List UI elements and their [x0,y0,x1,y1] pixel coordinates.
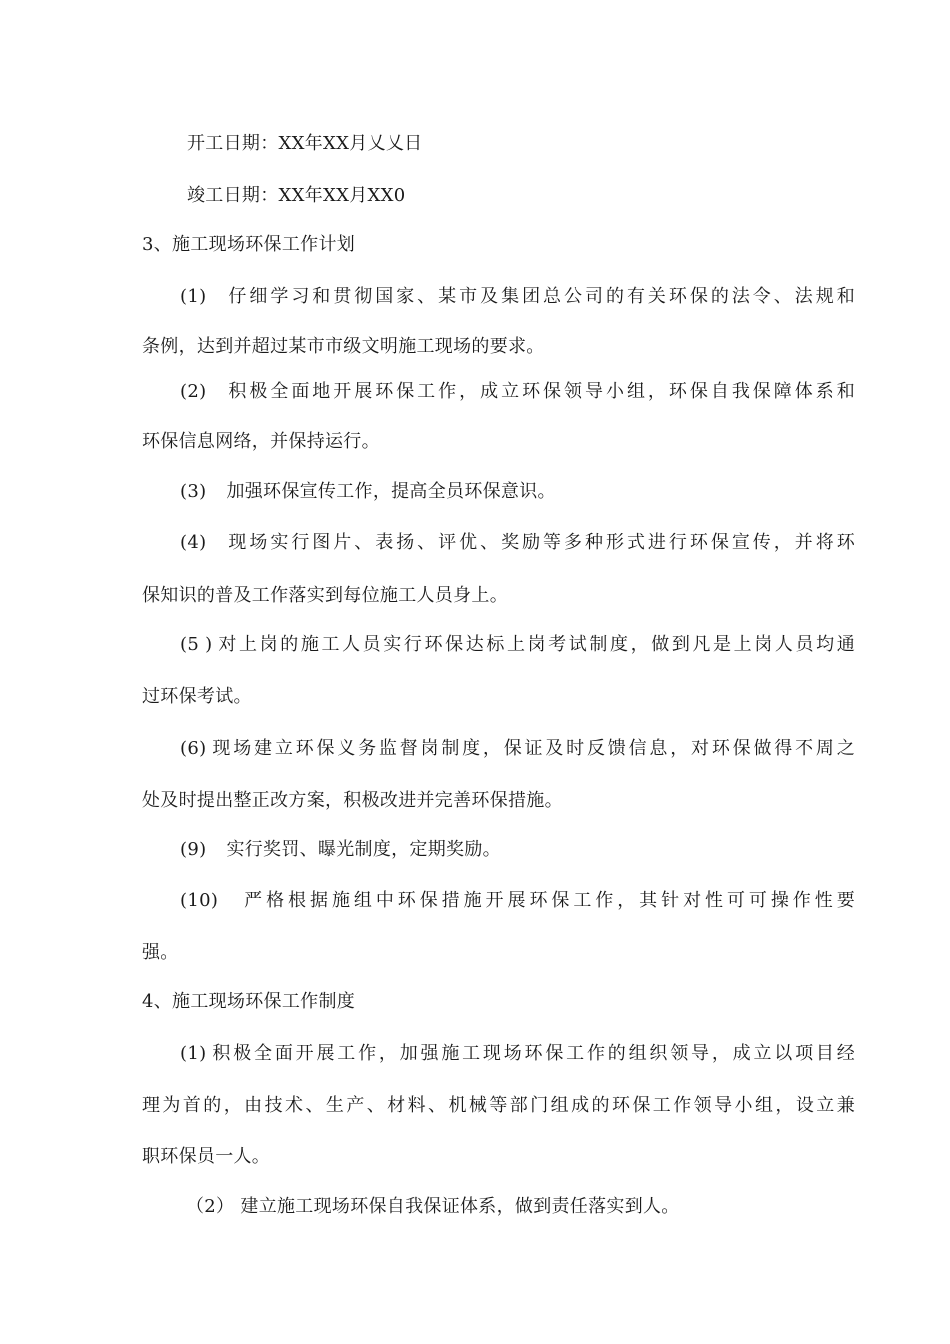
s3-item-6-number: (6) [180,738,207,759]
s3-item-10-line-1 [180,889,855,913]
s4-item-1-line-2: 理为首的，由技术、生产、材料、机械等部门组成的环保工作领导小组，设立兼 [142,1095,855,1116]
s4-item-1-text: 积极全面开展工作，加强施工现场环保工作的组织领导，成立以项目经 [212,1043,855,1064]
s3-item-4-line-2: 保知识的普及工作落实到每位施工人员身上。 [142,585,508,606]
s3-item-5-line-2: 过环保考试。 [142,686,252,707]
start-date: 开工日期：XX年XX月乂乂日 [187,133,423,154]
s4-item-1-line-1 [180,1042,855,1066]
s4-item-2-text: 建立施工现场环保自我保证体系，做到责任落实到人。 [240,1196,680,1217]
s3-item-2-line-2: 环保信息网络，并保持运行。 [142,431,380,452]
s3-item-5-line-1 [180,633,855,657]
s3-item-3 [180,480,556,504]
s4-item-1-line-3: 职环保员一人。 [142,1146,271,1167]
s4-item-2-number: （2） [186,1196,235,1217]
s3-item-5-text: 对上岗的施工人员实行环保达标上岗考试制度，做到凡是上岗人员均通 [218,634,855,655]
s4-item-2 [186,1195,680,1219]
s3-item-2-text: 积极全面地开展环保工作，成立环保领导小组，环保自我保障体系和 [228,381,855,402]
s3-item-9 [180,838,501,862]
s3-item-2-number: (2) [180,381,207,402]
s3-item-1-text: 仔细学习和贯彻国家、某市及集团总公司的有关环保的法令、法规和 [228,286,855,307]
s3-item-1-line-1 [180,285,855,309]
section-4-heading: 4、施工现场环保工作制度 [142,991,356,1012]
s3-item-1-number: (1) [180,286,207,307]
section-3-heading: 3、施工现场环保工作计划 [142,234,356,255]
s3-item-4-number: (4) [180,532,207,553]
s3-item-4-line-1 [180,531,855,555]
s3-item-4-text: 现场实行图片、表扬、评优、奖励等多种形式进行环保宣传，并将环 [228,532,855,553]
s3-item-10-text: 严格根据施组中环保措施开展环保工作，其针对性可可操作性要 [244,890,855,911]
s3-item-3-text: 加强环保宣传工作，提高全员环保意识。 [226,481,556,502]
s3-item-3-number: (3) [180,481,207,502]
s3-item-10-line-2: 强。 [142,942,179,963]
s3-item-2-line-1 [180,380,855,404]
s3-item-9-number: (9) [180,839,207,860]
s3-item-6-line-1 [180,737,855,761]
s3-item-6-line-2: 处及时提出整正改方案，积极改进并完善环保措施。 [142,790,563,811]
s3-item-6-text: 现场建立环保义务监督岗制度，保证及时反馈信息，对环保做得不周之 [212,738,855,759]
s3-item-5-number: (5 ) [180,634,213,655]
s3-item-10-number: (10) [180,890,219,911]
s3-item-9-text: 实行奖罚、曝光制度，定期奖励。 [226,839,501,860]
s4-item-1-number: (1) [180,1043,207,1064]
end-date: 竣工日期：XX年XX月XX0 [187,185,406,206]
s3-item-1-line-2: 条例，达到并超过某市市级文明施工现场的要求。 [142,336,545,357]
